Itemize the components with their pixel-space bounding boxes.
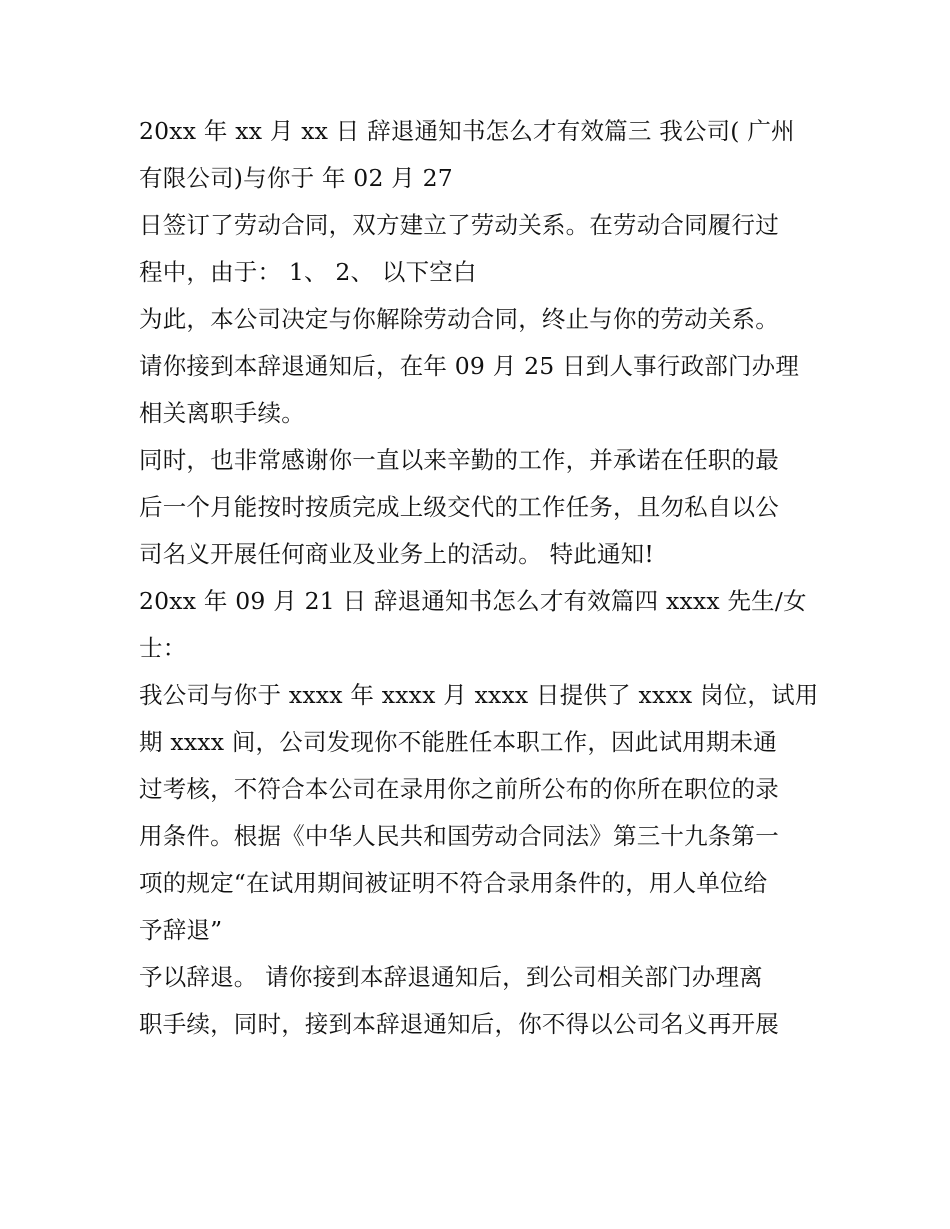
- text-line: 职手续，同时，接到本辞退通知后，你不得以公司名义再开展: [139, 1010, 779, 1038]
- document-body: [139, 108, 819, 1048]
- text-line: 士：: [139, 634, 187, 662]
- text-line: 请你接到本辞退通知后，在年 09 月 25 日到人事行政部门办理: [139, 352, 800, 380]
- text-line: 期 xxxx 间，公司发现你不能胜任本职工作，因此试用期未通: [139, 728, 777, 756]
- text-line: 有限公司)与你于 年 02 月 27: [139, 164, 453, 192]
- text-line: 日签订了劳动合同，双方建立了劳动关系。在劳动合同履行过: [139, 211, 779, 239]
- text-line: 项的规定“在试用期间被证明不符合录用条件的，用人单位给: [139, 869, 768, 897]
- text-line: 司名义开展任何商业及业务上的活动。 特此通知!: [139, 540, 655, 568]
- text-line: 相关离职手续。: [139, 399, 305, 427]
- text-line: 20xx 年 09 月 21 日 辞退通知书怎么才有效篇四 xxxx 先生/女: [139, 587, 807, 615]
- text-line: 20xx 年 xx 月 xx 日 辞退通知书怎么才有效篇三 我公司( 广州: [139, 117, 795, 145]
- text-line: 予辞退”: [139, 916, 223, 944]
- text-line: 用条件。根据《中华人民共和国劳动合同法》第三十九条第一: [139, 822, 779, 850]
- text-line: 程中，由于： 1、 2、 以下空白: [139, 258, 477, 286]
- text-line: 过考核，不符合本公司在录用你之前所公布的你所在职位的录: [139, 775, 779, 803]
- text-line: 为此，本公司决定与你解除劳动合同，终止与你的劳动关系。: [139, 305, 779, 333]
- text-line: 予以辞退。 请你接到本辞退通知后，到公司相关部门办理离: [139, 963, 763, 991]
- text-line: 后一个月能按时按质完成上级交代的工作任务，且勿私自以公: [139, 493, 779, 521]
- text-line: 我公司与你于 xxxx 年 xxxx 月 xxxx 日提供了 xxxx 岗位，试用: [139, 681, 819, 709]
- text-line: 同时，也非常感谢你一直以来辛勤的工作，并承诺在任职的最: [139, 446, 779, 474]
